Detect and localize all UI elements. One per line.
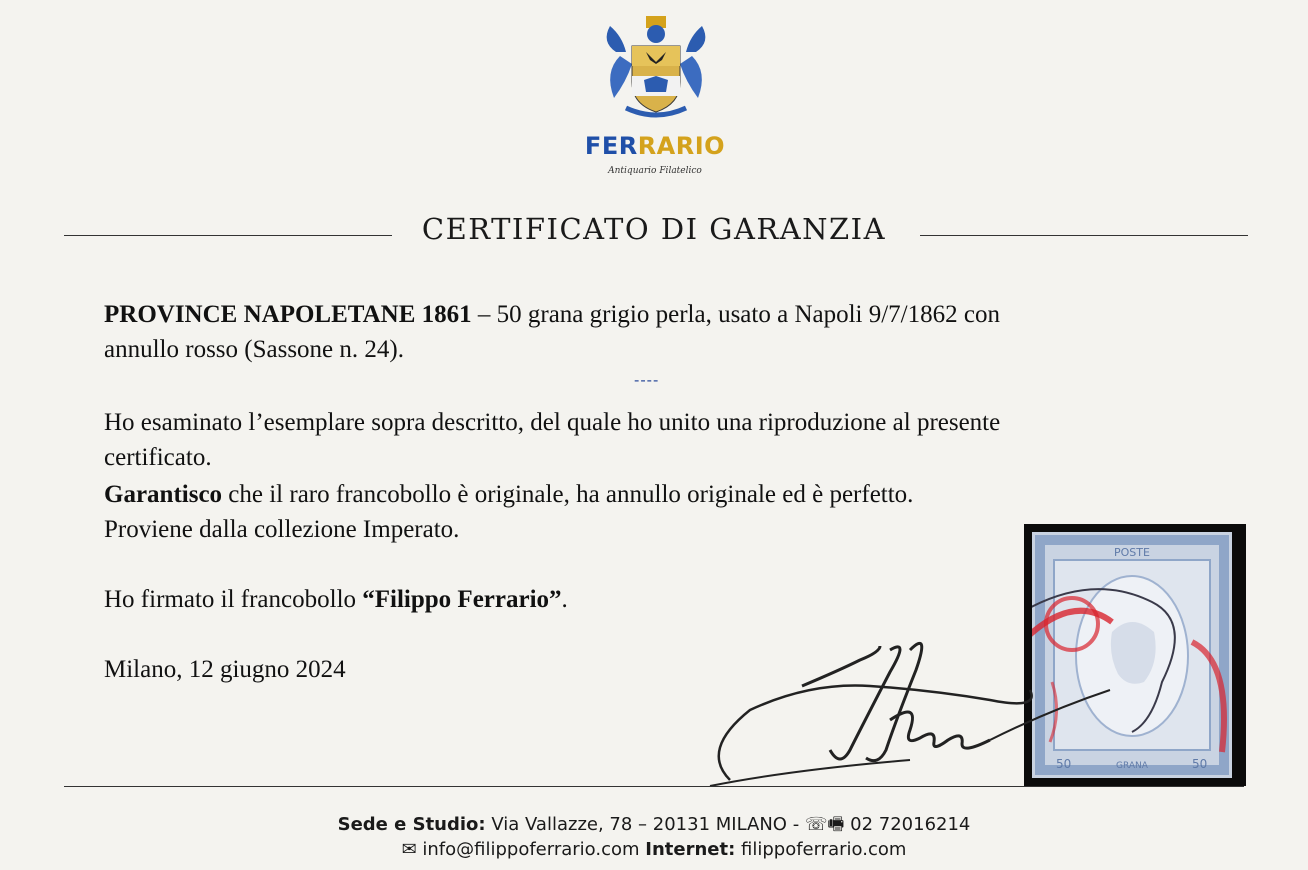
title-rule-left [64, 235, 392, 236]
signed-name: “Filippo Ferrario” [362, 586, 562, 613]
footer-contact-line [0, 839, 1308, 860]
title-rule-right [920, 235, 1248, 236]
signed-prefix: Ho firmato il francobollo [104, 586, 363, 613]
statement-line1: Ho esaminato l’esemplare sopra descritto, del quale ho unito una riproduzione al presente [104, 409, 1001, 436]
internet-label: Internet: [645, 839, 736, 860]
guarantee-text: che il raro francobollo è originale, ha annullo originale ed è perfetto. [222, 481, 914, 508]
handwritten-signature [690, 590, 1250, 800]
footer-rule [64, 786, 1244, 787]
place-date: Milano, 12 giugno 2024 [104, 656, 346, 683]
separator-dashes: ---- [634, 372, 660, 389]
coat-of-arms-logo [596, 12, 716, 124]
stamp-value-left: 50 [1056, 757, 1072, 771]
brand-name [560, 132, 750, 160]
guarantee-line [104, 477, 1224, 512]
provenance-line: Proviene dalla collezione Imperato. [104, 516, 460, 543]
stamp-top-text: POSTE [1114, 546, 1150, 559]
brand-name-part2: RARIO [637, 132, 726, 160]
stamp-value-right: 50 [1192, 757, 1208, 771]
phone-number: 02 72016214 [844, 814, 971, 835]
stamp-bottom-text: GRANA [1116, 761, 1148, 771]
description-line2: annullo rosso (Sassone n. 24). [104, 336, 404, 363]
envelope-icon: ✉ [401, 839, 417, 860]
description-text: – 50 grana grigio perla, usato a Napoli 9/7/1862 con [471, 301, 1000, 328]
website-address: filippoferrario.com [735, 839, 907, 860]
brand-name-part1: FER [584, 132, 638, 160]
statement-line2: certificato. [104, 444, 212, 471]
office-label: Sede e Studio: [337, 814, 486, 835]
brand-tagline: Antiquario Filatelico [608, 166, 702, 176]
guarantee-lead: Garantisco [104, 481, 223, 508]
office-address: Via Vallazze, 78 – 20131 MILANO - [485, 814, 805, 835]
certificate-title: CERTIFICATO DI GARANZIA [421, 212, 887, 246]
description-lead: PROVINCE NAPOLETANE 1861 [104, 301, 472, 328]
description-line1 [104, 297, 1224, 332]
footer-address-line [0, 812, 1308, 842]
email-address: info@filippoferrario.com [416, 839, 646, 860]
signed-suffix: . [561, 586, 568, 613]
phone-fax-icon: ☏🖷 [804, 814, 845, 835]
